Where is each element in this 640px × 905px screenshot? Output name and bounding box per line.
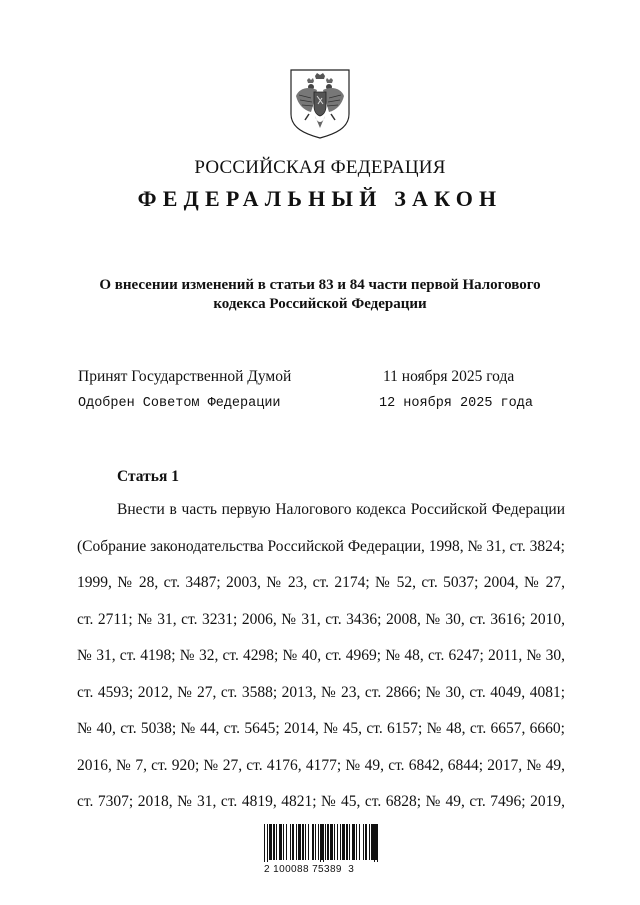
coat-of-arms-icon	[289, 68, 351, 140]
law-title-line: О внесении изменений в статьи 83 и 84 части первой Налогового	[99, 277, 541, 293]
body-line: № 31, ст. 4198; № 32, ст. 4298; № 40, ст. 4969; № 48, ст. 6247; 2011, № 30,	[77, 647, 565, 664]
law-title	[80, 276, 560, 314]
body-line: № 40, ст. 5038; № 44, ст. 5645; 2014, № 45, ст. 6157; № 48, ст. 6657, 6660;	[77, 720, 565, 737]
adoption-date: 12 ноября 2025 года	[379, 396, 533, 411]
adoption-label: Одобрен Советом Федерации	[78, 396, 281, 411]
body-line: ст. 7307; 2018, № 31, ст. 4819, 4821; № 45, ст. 6828; № 49, ст. 7496; 2019,	[77, 793, 565, 810]
body-line: 2016, № 7, ст. 920; № 27, ст. 4176, 4177; № 49, ст. 6842, 6844; 2017, № 49,	[77, 756, 565, 774]
barcode-number: 2 100088 75389 3	[264, 864, 355, 875]
body-line: Внести в часть первую Налогового кодекса Российской Федерации	[117, 501, 565, 518]
body-line: (Собрание законодательства Российской Федерации, 1998, № 31, ст. 3824;	[77, 537, 565, 555]
adoption-label: Принят Государственной Думой	[78, 368, 292, 385]
law-title-line: кодекса Российской Федерации	[213, 296, 427, 312]
article-heading: Статья 1	[117, 468, 179, 485]
document-type-heading: ФЕДЕРАЛЬНЫЙ ЗАКОН	[137, 186, 503, 211]
body-line: ст. 2711; № 31, ст. 3231; 2006, № 31, ст. 3436; 2008, № 30, ст. 3616; 2010,	[77, 610, 565, 628]
adoption-date: 11 ноября 2025 года	[383, 368, 515, 385]
body-line: ст. 4593; 2012, № 27, ст. 3588; 2013, № 23, ст. 2866; № 30, ст. 4049, 4081;	[77, 683, 565, 701]
country-heading: РОССИЙСКАЯ ФЕДЕРАЦИЯ	[194, 157, 446, 178]
article-body	[77, 500, 565, 829]
body-line: 1999, № 28, ст. 3487; 2003, № 23, ст. 2174; № 52, ст. 5037; 2004, № 27,	[77, 574, 565, 591]
